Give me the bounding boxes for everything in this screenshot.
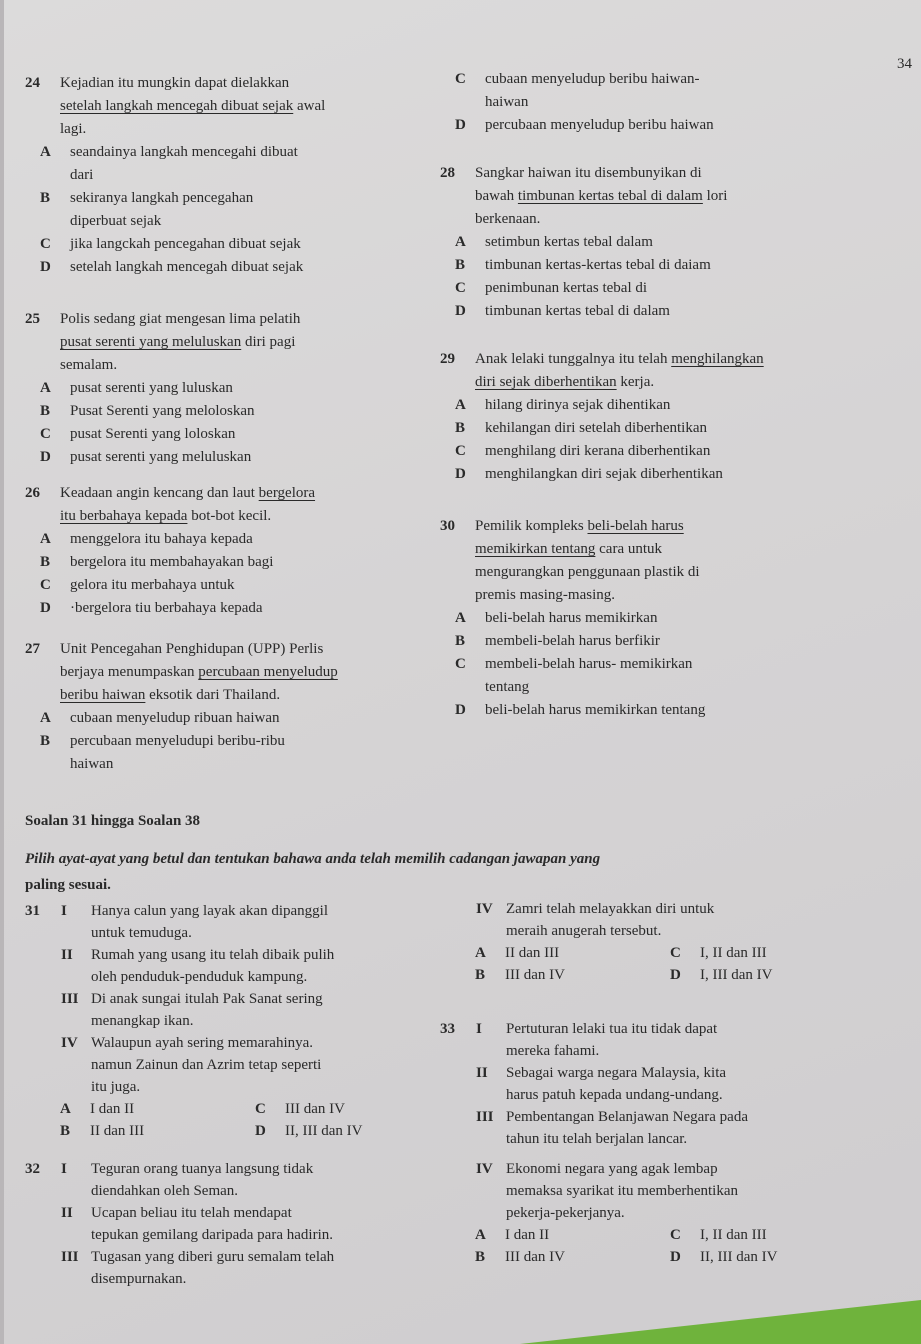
option-letter: B (40, 403, 51, 419)
underlined-phrase: memikirkan tentang (475, 541, 596, 557)
page-number: 34 (897, 56, 912, 72)
option-text: III dan IV (505, 1249, 565, 1265)
roman-numeral: IV (476, 1161, 493, 1177)
option-letter: B (455, 633, 466, 649)
option-text (485, 630, 660, 653)
option-text (485, 254, 711, 277)
option-text: III dan IV (505, 967, 565, 983)
option-text (70, 256, 303, 279)
question-25 (25, 308, 300, 469)
answer-option-d[interactable] (440, 114, 714, 137)
statement-line: tahun itu telah berjalan lancar. (506, 1131, 688, 1147)
option-line: penimbunan kertas tebal di (485, 280, 648, 296)
statement-item (25, 988, 420, 1032)
option-text (70, 730, 285, 776)
statement-item (25, 1246, 334, 1290)
option-text (70, 423, 235, 446)
question-stem-line (440, 162, 727, 185)
option-text: II, III dan IV (285, 1123, 363, 1139)
question-stem-line (25, 331, 300, 354)
option-line: kehilangan diri setelah diberhentikan (485, 420, 708, 436)
option-text (485, 463, 723, 486)
statement-line: meraih anugerah tersebut. (506, 923, 662, 939)
stem-text: berkenaan. (475, 211, 541, 227)
question-stem-line (25, 482, 315, 505)
answer-option-b[interactable] (460, 1246, 655, 1268)
option-text (485, 653, 692, 699)
option-letter: C (40, 236, 51, 252)
option-text (485, 231, 653, 254)
option-text (70, 528, 253, 551)
answer-option-c[interactable] (655, 1224, 835, 1246)
question-24 (25, 72, 325, 279)
option-text (70, 377, 233, 400)
question-number: 24 (25, 75, 40, 91)
question-number: 33 (440, 1021, 455, 1037)
answer-option-c[interactable] (440, 440, 764, 463)
option-text: I dan II (90, 1101, 135, 1117)
answer-option-c[interactable] (25, 233, 325, 256)
question-stem-line (440, 348, 764, 371)
roman-numeral: III (61, 991, 79, 1007)
option-letter: B (475, 1249, 486, 1265)
question-28 (440, 162, 727, 323)
option-line: haiwan (70, 756, 114, 772)
option-letter: A (40, 380, 51, 396)
statement-text (506, 1018, 717, 1062)
stem-text: awal (293, 98, 326, 114)
option-letter: D (40, 600, 51, 616)
section-heading: Soalan 31 hingga Soalan 38 (25, 813, 201, 829)
option-line: sekiranya langkah pencegahan (70, 190, 254, 206)
option-line: pusat Serenti yang loloskan (70, 426, 236, 442)
option-text: I dan II (505, 1227, 550, 1243)
answer-option-b[interactable] (45, 1120, 240, 1142)
option-text (70, 574, 235, 597)
option-text: III dan IV (285, 1101, 345, 1117)
option-text (485, 417, 707, 440)
statement-text (506, 1106, 748, 1150)
question-29 (440, 348, 764, 486)
option-letter: D (670, 1249, 681, 1265)
option-letter: A (40, 531, 51, 547)
answer-option-b[interactable] (25, 400, 300, 423)
question-stem-line (25, 118, 325, 141)
option-text (485, 699, 705, 722)
option-line: tentang (485, 679, 530, 695)
stem-text: cara untuk (595, 541, 663, 557)
option-text (70, 187, 253, 233)
stem-text: berjaya menumpaskan (60, 664, 199, 680)
question-stem-line (25, 684, 338, 707)
option-text (70, 551, 273, 574)
statement-line: mereka fahami. (506, 1043, 600, 1059)
statement-line: Rumah yang usang itu telah dibaik pulih (91, 947, 335, 963)
option-letter: B (455, 420, 466, 436)
underlined-phrase: diri sejak diberhentikan (475, 374, 617, 390)
option-line: cubaan menyeludup ribuan haiwan (70, 710, 280, 726)
question-stem-line (25, 638, 338, 661)
stem-text: mengurangkan penggunaan plastik di (475, 564, 700, 580)
option-line: setelah langkah mencegah dibuat sejak (70, 259, 304, 275)
underlined-phrase: percubaan menyeludup (198, 664, 338, 680)
instruction-line-1: Pilih ayat-ayat yang betul dan tentukan bahawa anda telah memilih cadangan jawapan yang (25, 851, 601, 867)
option-text (485, 394, 670, 417)
statement-text (91, 900, 328, 944)
question-stem-line (440, 515, 705, 538)
answer-option-d[interactable] (440, 300, 727, 323)
option-line: pusat serenti yang meluluskan (70, 449, 252, 465)
question-31-continued (440, 898, 835, 986)
statement-line: itu juga. (91, 1079, 141, 1095)
answer-option-c[interactable] (440, 653, 705, 699)
option-letter: B (60, 1123, 71, 1139)
option-letter: D (255, 1123, 266, 1139)
answer-option-a[interactable] (460, 1224, 655, 1246)
roman-numeral: IV (476, 901, 493, 917)
option-text (485, 300, 670, 323)
stem-text: semalam. (60, 357, 118, 373)
question-33-continued (440, 1158, 835, 1268)
option-letter: D (455, 702, 466, 718)
option-text: I, III dan IV (700, 967, 773, 983)
statement-line: Zamri telah melayakkan diri untuk (506, 901, 715, 917)
question-number: 30 (440, 518, 455, 534)
answer-option-c[interactable] (240, 1098, 420, 1120)
option-line: cubaan menyeludup beribu haiwan- (485, 71, 700, 87)
statement-line: untuk temuduga. (91, 925, 192, 941)
answer-option-c[interactable] (440, 68, 714, 114)
question-stem-line (25, 354, 300, 377)
option-line: haiwan (485, 94, 529, 110)
stem-text: bot-bot kecil. (187, 508, 272, 524)
option-text: II dan III (90, 1123, 145, 1139)
option-letter: C (40, 577, 51, 593)
answer-option-a[interactable] (440, 394, 764, 417)
answer-option-d[interactable] (25, 597, 315, 620)
answer-option-c[interactable] (25, 574, 315, 597)
statement-line: Pertuturan lelaki tua itu tidak dapat (506, 1021, 718, 1037)
option-line: dari (70, 167, 94, 183)
answer-option-c[interactable] (655, 942, 835, 964)
underlined-phrase: bergelora (258, 485, 316, 501)
option-line: menggelora itu bahaya kepada (70, 531, 253, 547)
option-line: timbunan kertas-kertas tebal di daiam (485, 257, 711, 273)
question-number: 31 (25, 903, 40, 919)
answer-option-a[interactable] (25, 141, 325, 187)
underlined-phrase: timbunan kertas tebal di dalam (517, 188, 703, 204)
option-text: I, II dan III (700, 1227, 767, 1243)
roman-numeral: III (476, 1109, 494, 1125)
option-letter: D (455, 303, 466, 319)
statement-line: pekerja-pekerjanya. (506, 1205, 625, 1221)
stem-text: Polis sedang giat mengesan lima pelatih (60, 311, 301, 327)
answer-option-d[interactable] (240, 1120, 420, 1142)
question-27 (25, 638, 338, 776)
answer-option-b[interactable] (460, 964, 655, 986)
answer-option-b[interactable] (440, 254, 727, 277)
option-text (485, 68, 700, 114)
answer-option-b[interactable] (440, 417, 764, 440)
roman-numeral: II (476, 1065, 488, 1081)
statement-line: Ekonomi negara yang agak lembap (506, 1161, 718, 1177)
option-letter: A (60, 1101, 71, 1117)
statement-text (506, 1062, 726, 1106)
option-letter: A (40, 144, 51, 160)
option-line: pusat serenti yang luluskan (70, 380, 233, 396)
statement-line: Tugasan yang diberi guru semalam telah (91, 1249, 335, 1265)
option-line: Pusat Serenti yang meloloskan (70, 403, 255, 419)
option-text (70, 446, 251, 469)
answer-option-a[interactable] (25, 528, 315, 551)
answer-option-b[interactable] (440, 630, 705, 653)
question-number: 32 (25, 1161, 40, 1177)
option-line: hilang dirinya sejak dihentikan (485, 397, 671, 413)
statement-text (91, 944, 334, 988)
question-stem-line (25, 505, 315, 528)
question-stem-line (25, 95, 325, 118)
option-letter: C (670, 945, 681, 961)
question-number: 28 (440, 165, 455, 181)
roman-numeral: IV (61, 1035, 78, 1051)
answer-options-grid (25, 1098, 420, 1142)
answer-option-a[interactable] (440, 607, 705, 630)
statement-line: Hanya calun yang layak akan dipanggil (91, 903, 328, 919)
option-line: percubaan menyeludupi beribu-ribu (70, 733, 285, 749)
statement-item (25, 1158, 334, 1202)
answer-option-a[interactable] (25, 377, 300, 400)
option-letter: B (455, 257, 466, 273)
option-text: II, III dan IV (700, 1249, 778, 1265)
statement-line: namun Zainun dan Azrim tetap seperti (91, 1057, 322, 1073)
statement-text (91, 1032, 321, 1098)
stem-text: Pemilik kompleks (475, 518, 588, 534)
roman-numeral: III (61, 1249, 79, 1265)
statement-line: disempurnakan. (91, 1271, 187, 1287)
stem-text: Kejadian itu mungkin dapat dielakkan (60, 75, 290, 91)
question-stem-line (25, 661, 338, 684)
answer-option-d[interactable] (440, 699, 705, 722)
option-letter: B (475, 967, 486, 983)
option-text: II dan III (505, 945, 560, 961)
option-text (70, 141, 298, 187)
question-stem-line (440, 538, 705, 561)
answer-options-grid (440, 1224, 835, 1268)
option-text (485, 114, 714, 137)
statement-line: Di anak sungai itulah Pak Sanat sering (91, 991, 323, 1007)
option-letter: A (475, 945, 486, 961)
option-letter: C (455, 280, 466, 296)
statement-text (91, 1246, 334, 1290)
option-letter: D (40, 449, 51, 465)
answer-option-b[interactable] (25, 551, 315, 574)
statement-line: Sebagai warga negara Malaysia, kita (506, 1065, 727, 1081)
answer-options-grid (440, 942, 835, 986)
question-stem-line (440, 208, 727, 231)
statement-item (440, 1018, 748, 1062)
option-line: setimbun kertas tebal dalam (485, 234, 653, 250)
underlined-phrase: setelah langkah mencegah dibuat sejak (60, 98, 294, 114)
statement-line: tepukan gemilang daripada para hadirin. (91, 1227, 333, 1243)
page-edge-shadow (0, 0, 4, 1344)
option-line: seandainya langkah mencegahi dibuat (70, 144, 298, 160)
statement-text (91, 1202, 333, 1246)
statement-item (25, 1202, 334, 1246)
stem-text: bawah (475, 188, 518, 204)
option-line: jika langckah pencegahan dibuat sejak (70, 236, 301, 252)
question-number: 26 (25, 485, 40, 501)
statement-line: diendahkan oleh Seman. (91, 1183, 239, 1199)
option-line: beli-belah harus memikirkan tentang (485, 702, 706, 718)
stem-text: Keadaan angin kencang dan laut (60, 485, 259, 501)
statement-line: harus patuh kepada undang-undang. (506, 1087, 723, 1103)
statement-line: Ucapan beliau itu telah mendapat (91, 1205, 292, 1221)
option-letter: C (40, 426, 51, 442)
option-line: membeli-belah harus berfikir (485, 633, 660, 649)
option-letter: C (255, 1101, 266, 1117)
option-line: menghilangkan diri sejak diberhentikan (485, 466, 723, 482)
underlined-phrase: beribu haiwan (60, 687, 146, 703)
question-number: 25 (25, 311, 40, 327)
answer-option-c[interactable] (25, 423, 300, 446)
roman-numeral: II (61, 947, 73, 963)
option-letter: D (455, 466, 466, 482)
answer-option-c[interactable] (440, 277, 727, 300)
statement-item (440, 898, 835, 942)
option-letter: C (670, 1227, 681, 1243)
underlined-phrase: menghilangkan (671, 351, 764, 367)
option-text: I, II dan III (700, 945, 767, 961)
question-number: 29 (440, 351, 455, 367)
question-stem-line (25, 308, 300, 331)
option-letter: C (455, 443, 466, 459)
option-letter: A (40, 710, 51, 726)
answer-option-a[interactable] (440, 231, 727, 254)
section-instruction (25, 820, 905, 898)
underlined-phrase: itu berbahaya kepada (60, 508, 188, 524)
stem-text: lagi. (60, 121, 87, 137)
question-stem-line (440, 371, 764, 394)
option-line: bergelora itu membahayakan bagi (70, 554, 274, 570)
statement-item (25, 944, 420, 988)
option-letter: D (40, 259, 51, 275)
statement-item (440, 1106, 748, 1150)
underlined-phrase: pusat serenti yang meluluskan (60, 334, 242, 350)
option-letter: C (455, 656, 466, 672)
instruction-line-2: paling sesuai. (25, 877, 111, 893)
option-letter: D (455, 117, 466, 133)
statement-line: Teguran orang tuanya langsung tidak (91, 1161, 314, 1177)
stem-text: Sangkar haiwan itu disembunyikan di (475, 165, 702, 181)
statement-item (440, 1062, 748, 1106)
stem-text: kerja. (616, 374, 655, 390)
answer-option-d[interactable] (440, 463, 764, 486)
option-line: beli-belah harus memikirkan (485, 610, 658, 626)
option-text (70, 400, 255, 423)
roman-numeral: I (61, 903, 67, 919)
statement-line: oleh penduduk-penduduk kampung. (91, 969, 308, 985)
underlined-phrase: beli-belah harus (587, 518, 684, 534)
option-letter: A (455, 397, 466, 413)
option-line: diperbuat sejak (70, 213, 162, 229)
question-stem-line (440, 561, 705, 584)
option-line: ·bergelora tiu berbahaya kepada (70, 600, 263, 616)
statement-item (25, 900, 420, 944)
option-letter: A (475, 1227, 486, 1243)
option-line: membeli-belah harus- memikirkan (485, 656, 693, 672)
option-text (70, 707, 280, 730)
answer-option-a[interactable] (460, 942, 655, 964)
option-letter: B (40, 733, 51, 749)
option-text (485, 607, 657, 630)
option-line: timbunan kertas tebal di dalam (485, 303, 670, 319)
statement-item (25, 1032, 420, 1098)
option-text (70, 233, 301, 256)
question-31 (25, 900, 420, 1142)
stem-text: diri pagi (241, 334, 296, 350)
roman-numeral: I (476, 1021, 482, 1037)
answer-option-d[interactable] (25, 446, 300, 469)
answer-option-b[interactable] (25, 730, 338, 776)
question-26 (25, 482, 315, 620)
question-stem-line (440, 185, 727, 208)
statement-text (91, 1158, 313, 1202)
option-letter: A (455, 234, 466, 250)
statement-text (506, 898, 714, 942)
answer-option-d[interactable] (655, 1246, 835, 1268)
answer-option-b[interactable] (25, 187, 325, 233)
option-letter: D (670, 967, 681, 983)
option-line: menghilang diri kerana diberhentikan (485, 443, 711, 459)
option-letter: A (455, 610, 466, 626)
question-stem-line (440, 584, 705, 607)
statement-line: Walaupun ayah sering memarahinya. (91, 1035, 314, 1051)
statement-item (440, 1158, 835, 1224)
roman-numeral: I (61, 1161, 67, 1177)
answer-option-a[interactable] (45, 1098, 240, 1120)
statement-text (506, 1158, 738, 1224)
answer-option-d[interactable] (25, 256, 325, 279)
option-letter: B (40, 554, 51, 570)
option-letter: C (455, 71, 466, 87)
stem-text: Anak lelaki tunggalnya itu telah (475, 351, 672, 367)
option-letter: B (40, 190, 51, 206)
statement-text (91, 988, 323, 1032)
statement-line: Pembentangan Belanjawan Negara pada (506, 1109, 748, 1125)
question-27-continued (440, 68, 714, 137)
question-30 (440, 515, 705, 722)
option-text (485, 277, 647, 300)
option-text (70, 597, 263, 620)
roman-numeral: II (61, 1205, 73, 1221)
stem-text: eksotik dari Thailand. (145, 687, 281, 703)
stem-text: premis masing-masing. (475, 587, 615, 603)
stem-text: Unit Pencegahan Penghidupan (UPP) Perlis (60, 641, 324, 657)
answer-option-a[interactable] (25, 707, 338, 730)
statement-line: menangkap ikan. (91, 1013, 194, 1029)
question-33 (440, 1018, 748, 1150)
option-line: gelora itu merbahaya untuk (70, 577, 235, 593)
question-stem-line (25, 72, 325, 95)
statement-line: memaksa syarikat itu memberhentikan (506, 1183, 739, 1199)
option-line: percubaan menyeludup beribu haiwan (485, 117, 714, 133)
question-32 (25, 1158, 334, 1290)
option-text (485, 440, 710, 463)
stem-text: lori (702, 188, 728, 204)
question-number: 27 (25, 641, 40, 657)
answer-option-d[interactable] (655, 964, 835, 986)
